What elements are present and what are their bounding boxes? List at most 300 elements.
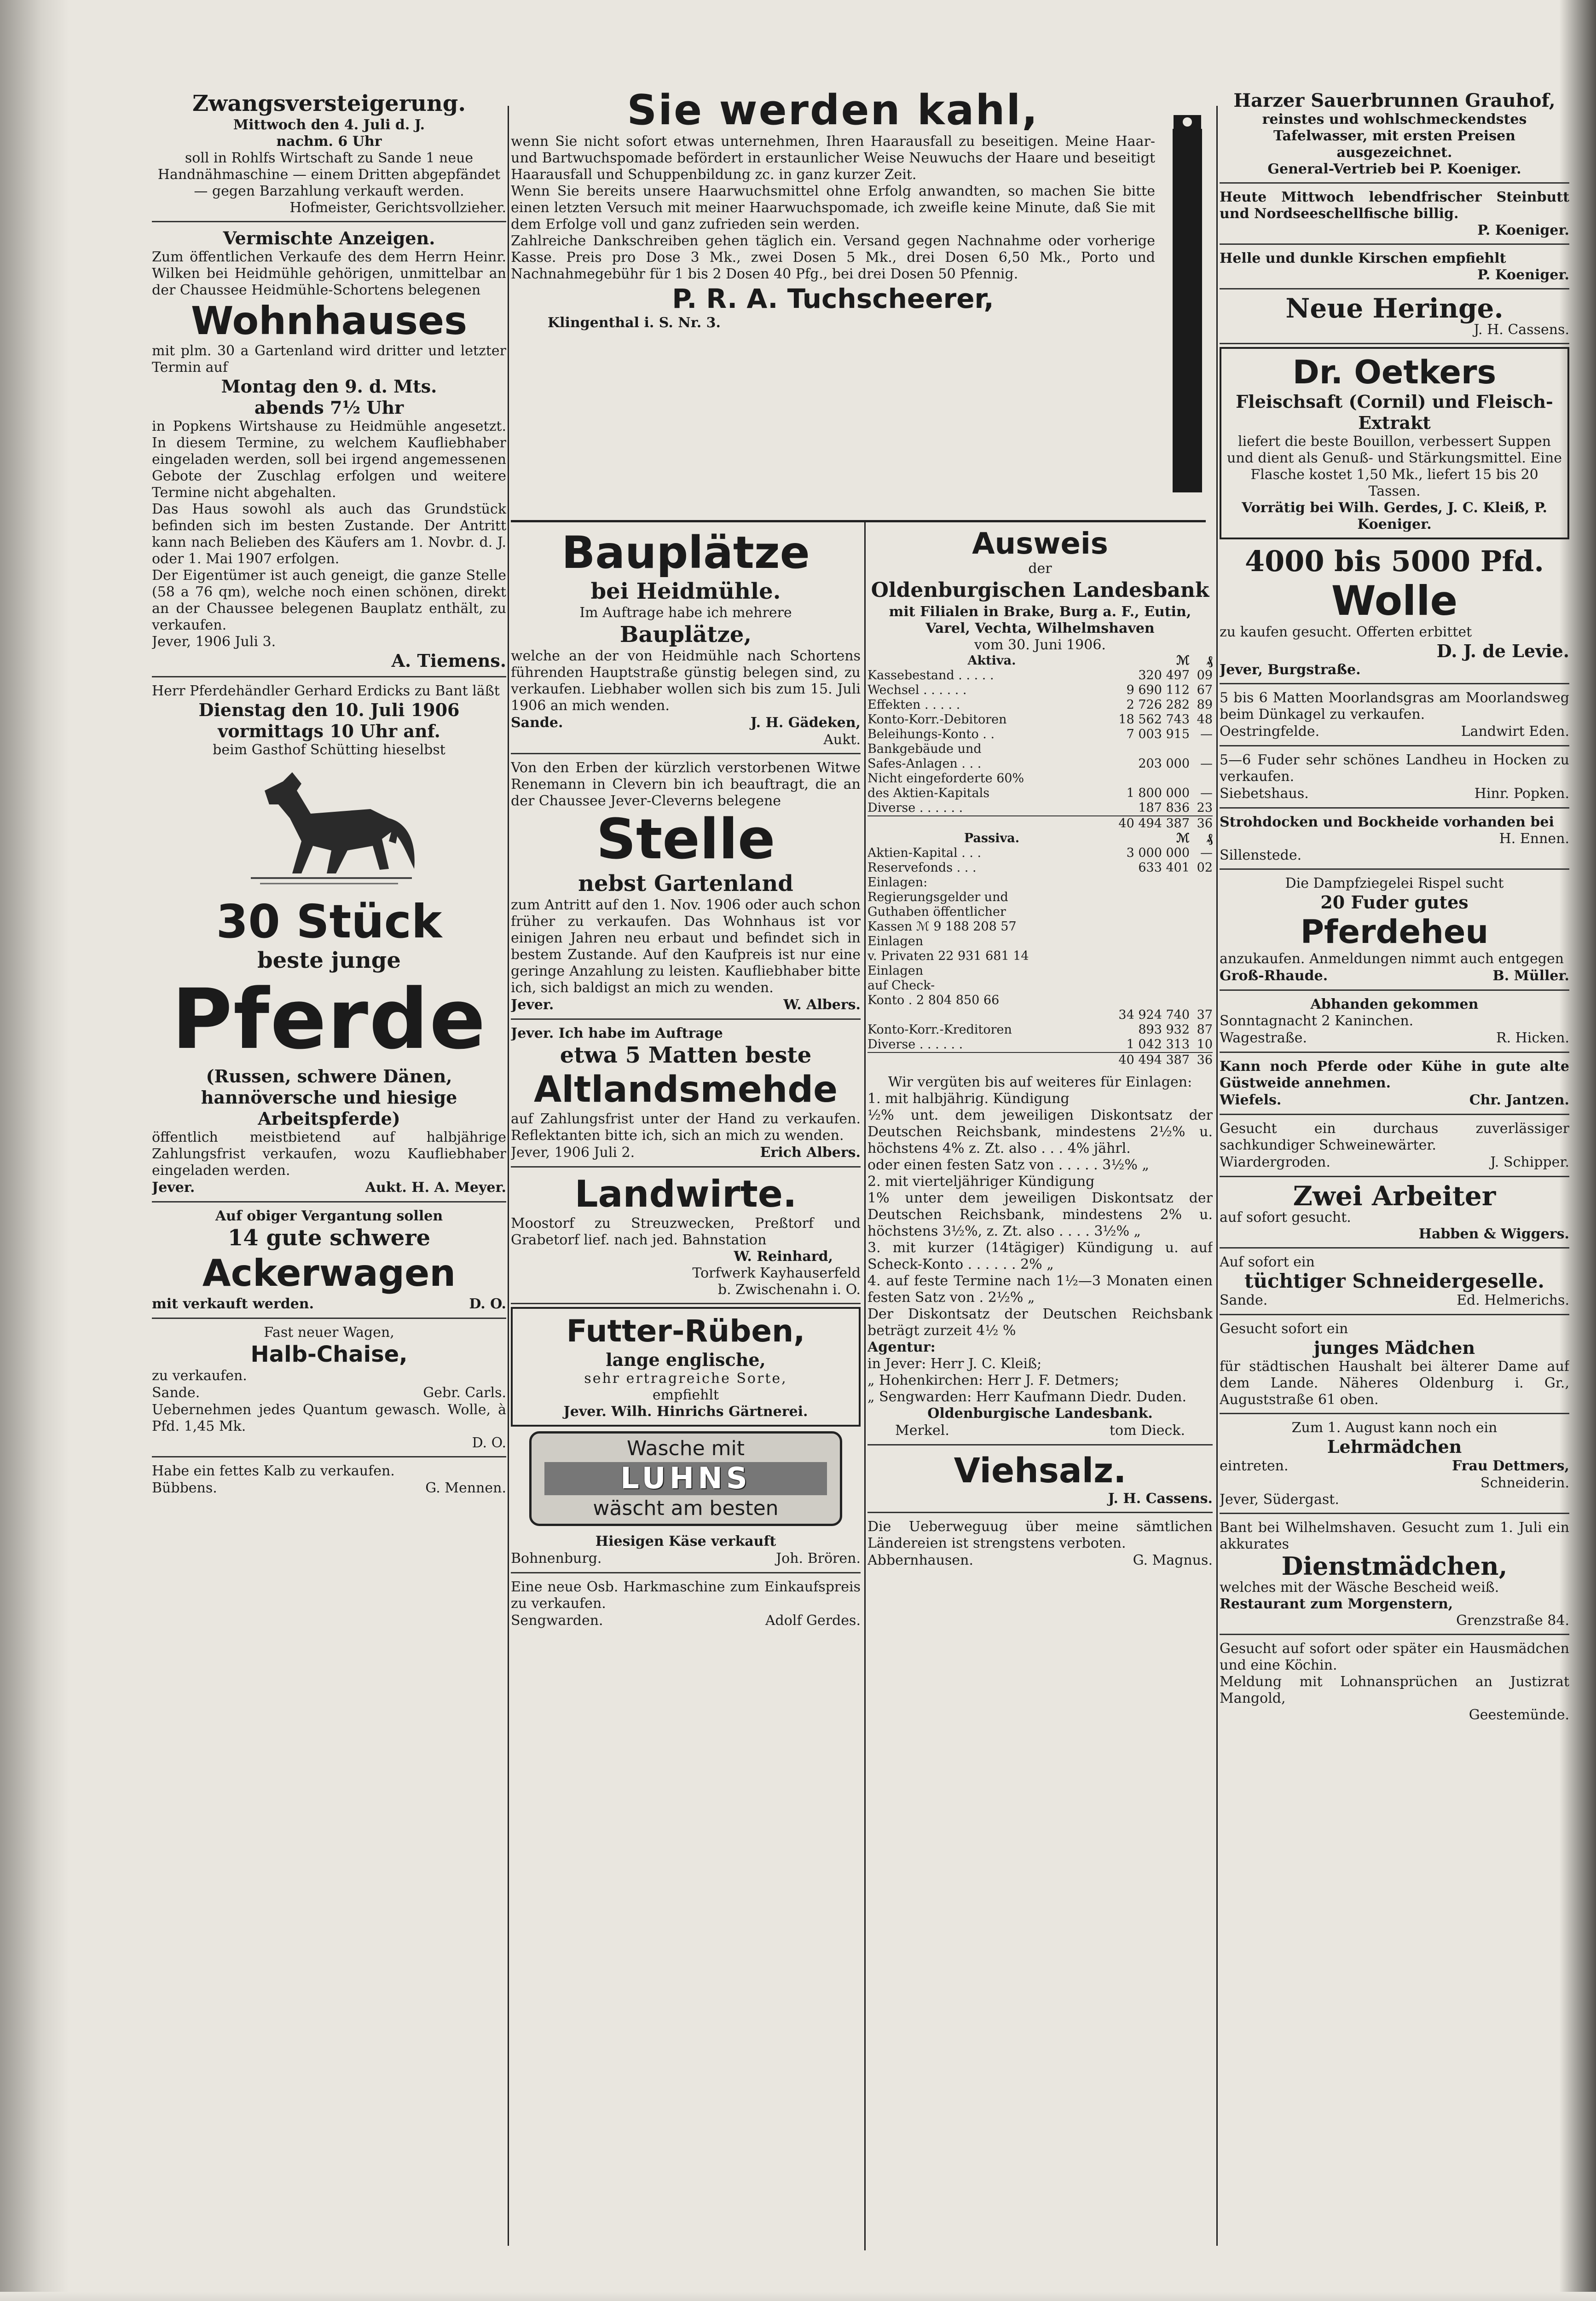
page-bottom-edge [0, 2292, 1596, 2301]
row-value [1098, 993, 1190, 1008]
ad-adjective: beste junge [257, 948, 401, 973]
sig-right: R. Hicken. [1496, 1030, 1569, 1046]
ad-signature: H. Ennen. [1499, 831, 1569, 847]
sig-right: J. H. Gädeken, [750, 715, 861, 731]
ad-amount: 4000 bis 5000 Pfd. [1245, 544, 1544, 578]
ad-text: eintreten. [1220, 1458, 1289, 1474]
ad-intro: Bant bei Wilhelmshaven. Gesucht zum 1. Juli ein akkurates [1220, 1520, 1569, 1552]
row-pf: — [1200, 757, 1213, 771]
ad-title: Neue Heringe. [1285, 293, 1503, 324]
statement-date: vom 30. Juni 1906. [974, 637, 1106, 653]
row-label: Einlagen [867, 934, 924, 948]
ad-intro: Im Auftrage habe ich mehrere [579, 605, 792, 621]
table-row [867, 934, 1213, 949]
sig-left: Wiefels. [1220, 1092, 1282, 1108]
currency-mark: ℳ [1176, 653, 1190, 668]
row-pf: — [1200, 786, 1213, 800]
bank-branches: mit Filialen in Brake, Burg a. F., Eutin, Varel, Vechta, Wilhelmshaven [889, 604, 1191, 636]
ad-line: der [1028, 561, 1052, 577]
row-pf: 23 [1197, 801, 1213, 815]
ad-signature: Geestemünde. [1469, 1707, 1569, 1723]
row-label: auf Check- [867, 978, 935, 993]
ad-gustweide [1220, 1056, 1569, 1115]
ad-text: reinstes und wohlschmeckendstes Tafelwasser, mit ersten Preisen ausgezeichnet. [1262, 111, 1527, 161]
ad-schneidergeselle [1220, 1251, 1569, 1315]
ad-signature: Torfwerk Kayhauserfeld [692, 1265, 861, 1281]
table-row [867, 846, 1213, 861]
ad-bauplaetze [511, 525, 861, 754]
ad-place: Sillenstede. [1220, 847, 1302, 863]
row-label: v. Privaten 22 931 681 14 [867, 949, 1029, 963]
row-value [1098, 875, 1190, 890]
table-row [867, 757, 1213, 771]
ad-harzer-sauerbrunnen [1220, 87, 1569, 184]
ad-text: Sonntagnacht 2 Kaninchen. [1220, 1013, 1414, 1029]
ad-wolle [1220, 542, 1569, 684]
table-row [867, 1023, 1213, 1037]
row-value: 187 836 [1138, 801, 1190, 815]
row-label: Nicht eingeforderte 60% [867, 771, 1024, 786]
sig-left: Wagestraße. [1220, 1030, 1307, 1046]
ad-place: Jever, Burgstraße. [1220, 662, 1361, 678]
passiva-label: Passiva. [964, 831, 1020, 845]
ad-signature: W. Reinhard, [734, 1249, 833, 1265]
ad-dienstmaedchen [1220, 1517, 1569, 1635]
row-pf [1190, 978, 1213, 993]
ad-subtitle: bei Heidmühle. [590, 578, 781, 604]
ad-text: Habe ein fettes Kalb zu verkaufen. [152, 1463, 395, 1479]
currency-mark: ℳ [1176, 831, 1190, 845]
ad-text: öffentlich meistbietend auf halbjährige Zahlungsfrist verkaufen, wozu Kaufliebhaber eingeladen werden. [152, 1129, 506, 1179]
column-3 [867, 525, 1213, 2260]
list-item: 1. mit halbjährig. Kündigung [867, 1091, 1070, 1107]
aktiva-label: Aktiva. [967, 653, 1016, 668]
ad-text: Heute Mittwoch lebendfrischer Steinbutt und Nordseeschellfische billig. [1220, 189, 1569, 222]
table-row [867, 978, 1213, 993]
ad-line: wäscht am besten [593, 1497, 779, 1520]
list-item: ½% unt. dem jeweiligen Diskontsatz der Deutschen Reichsbank, mindestens 2½% u. höchstens 4% z. Zt. also . . . 4% jährl. [867, 1107, 1213, 1156]
ad-kaninchen [1220, 994, 1569, 1053]
ad-wohnhaus [152, 225, 506, 677]
sig-left: Jever. [511, 997, 554, 1013]
table-header [867, 653, 1213, 668]
ad-time: vormittags 10 Uhr anf. [218, 721, 440, 741]
table-total-row [867, 1052, 1213, 1068]
row-pf: 02 [1197, 861, 1213, 875]
ad-signature-row [1220, 967, 1569, 985]
rates-list [867, 1091, 1213, 1339]
column-2-lower [511, 525, 861, 2260]
bank-name: Oldenburgischen Landesbank [871, 578, 1209, 602]
ad-intro: Herr Pferdehändler Gerhard Erdicks zu Bant läßt [152, 683, 500, 699]
list-item: oder einen festen Satz von . . . . . 3½% „ [867, 1157, 1149, 1173]
row-pf [1190, 890, 1213, 905]
ad-address: Klingenthal i. S. Nr. 3. [548, 315, 721, 331]
row-label: Diverse . . . . . . [867, 801, 963, 815]
currency-mark: ₰ [1206, 653, 1213, 668]
row-label: Safes-Anlagen . . . [867, 757, 982, 771]
table-row [867, 964, 1213, 978]
brand-name: LUHNS [544, 1462, 827, 1495]
ad-pferde [152, 680, 506, 1203]
ad-title: Futter-Rüben, [566, 1313, 805, 1349]
ad-title: Ackerwagen [202, 1252, 456, 1295]
ad-text: liefert die beste Bouillon, verbessert Suppen und dient als Genuß- und Stärkungsmittel. Eine Flasche kostet 1,50 Mk., liefert 15 bis 20 Tassen. [1226, 434, 1562, 499]
ad-stelle [511, 757, 861, 1020]
horse-illustration [232, 763, 426, 892]
row-pf [1190, 993, 1213, 1008]
row-pf: 37 [1197, 1008, 1213, 1022]
sig-right: Hinr. Popken. [1474, 786, 1569, 802]
ad-breeds: (Russen, schwere Dänen, hannöversche und hiesige Arbeitspferde) [201, 1066, 457, 1129]
table-row [867, 993, 1213, 1008]
sig-left: Jever. [152, 1179, 195, 1196]
ad-title: etwa 5 Matten beste [560, 1042, 812, 1068]
total-value: 40 494 387 [1118, 1053, 1190, 1067]
column-2 [511, 87, 1206, 522]
row-pf: 09 [1197, 668, 1213, 682]
ad-title: Harzer Sauerbrunnen Grauhof, [1233, 90, 1556, 111]
ad-text: Helle und dunkle Kirschen empfiehlt [1220, 250, 1506, 266]
row-value: 18 562 743 [1118, 712, 1190, 727]
ad-text: Hiesigen Käse verkauft [595, 1533, 776, 1549]
row-value [1098, 771, 1190, 786]
row-label: Beleihungs-Konto . . [867, 727, 995, 741]
ad-signature-row [511, 714, 861, 732]
ad-text: welche an der von Heidmühle nach Schortens führenden Hauptstraße günstig belegen sind, zu verkaufen. Liebhaber wollen sich bis zum 15. Juli 1906 an mich wenden. [511, 648, 861, 714]
ad-signature: Habben & Wiggers. [1418, 1226, 1569, 1242]
sig-left: Sande. [152, 1385, 200, 1401]
ad-text: soll in Rohlfs Wirtschaft zu Sande 1 neue Handnähmaschine — einem Dritten abgepfändet — gegen Barzahlung verkauft werden. [157, 150, 501, 199]
ad-title: Landwirte. [574, 1173, 797, 1215]
ad-signature-row [152, 1179, 506, 1197]
ad-signature: D. J. de Levie. [1436, 641, 1569, 661]
ad-schweinewaerter [1220, 1118, 1569, 1177]
row-label: Bankgebäude und [867, 742, 982, 756]
row-label: Diverse . . . . . . [867, 1037, 963, 1052]
sig-left: Wiardergroden. [1220, 1154, 1330, 1170]
ad-signature: General-Vertrieb bei P. Koeniger. [1267, 161, 1521, 177]
row-value: 203 000 [1138, 757, 1190, 771]
sig-right: Landwirt Eden. [1461, 723, 1569, 740]
ad-signature-row [511, 1612, 861, 1630]
table-row [867, 890, 1213, 905]
list-item: in Jever: Herr J. C. Kleiß; [867, 1356, 1042, 1372]
sig-left: Bohnenburg. [511, 1550, 602, 1567]
ad-subtitle: Fleischsaft (Cornil) und Fleisch-Extrakt [1236, 391, 1553, 433]
ad-ueberweguug [867, 1516, 1213, 1574]
sig-left: Oestringfelde. [1220, 723, 1320, 740]
row-value: 9 690 112 [1126, 683, 1190, 697]
row-label: des Aktien-Kapitals [867, 786, 990, 800]
row-pf [1190, 919, 1213, 934]
sig-right: W. Albers. [783, 997, 861, 1013]
ad-luhns [529, 1431, 842, 1526]
ad-count: 30 Stück [216, 895, 442, 948]
sig-left: Merkel. [895, 1422, 949, 1439]
row-pf [1190, 875, 1213, 890]
ad-date: Dienstag den 10. Juli 1906 [198, 700, 460, 720]
list-item: Der Diskontsatz der Deutschen Reichsbank beträgt zurzeit 4½ % [867, 1306, 1213, 1339]
ad-intro: Fast neuer Wagen, [264, 1324, 394, 1341]
ad-subtitle: nebst Gartenland [578, 871, 793, 896]
row-value [1098, 934, 1190, 949]
ad-text: in Popkens Wirtshause zu Heidmühle angesetzt. In diesem Termine, zu welchem Kaufliebhaber eingeladen werden, soll bei irgend angemessenen Gebote der Zuschlag erfolgen und weitere Termine nicht abgehalten. [152, 418, 506, 501]
ad-signature: Schneiderin. [1480, 1475, 1569, 1491]
ad-signature-row [511, 996, 861, 1014]
section-heading: Vermischte Anzeigen. [223, 228, 435, 249]
ad-text: auf sofort gesucht. [1220, 1209, 1351, 1226]
ad-title: Wohnhauses [191, 298, 468, 343]
ad-text: Kann noch Pferde oder Kühe in gute alte Güstweide annehmen. [1220, 1058, 1569, 1091]
ad-signature: b. Zwischenahn i. O. [717, 1282, 861, 1298]
ad-heringe [1220, 292, 1569, 344]
row-pf [1190, 771, 1213, 786]
column-4 [1220, 87, 1569, 2260]
ad-koechin [1220, 1638, 1569, 1728]
table-total-row [867, 815, 1213, 831]
table-row [867, 712, 1213, 727]
ad-intro: Zum öffentlichen Verkaufe des dem Herrn Heinr. Wilken bei Heidmühle gehörigen, unmittelbar an der Chaussee Heidmühle-Schortens belegenen [152, 249, 506, 298]
row-pf [1190, 964, 1213, 978]
ad-signature: Restaurant zum Morgenstern, [1220, 1596, 1453, 1612]
ad-text: auf Zahlungsfrist unter der Hand zu verkaufen. Reflektanten bitte ich, sich an mich zu wenden. [511, 1111, 861, 1144]
sig-right: B. Müller. [1492, 968, 1569, 984]
ad-text: 5 bis 6 Matten Moorlandsgras am Moorlandsweg beim Dünkagel zu verkaufen. [1220, 690, 1569, 723]
sig-left: Groß-Rhaude. [1220, 968, 1328, 984]
row-value [1098, 742, 1190, 757]
row-pf: — [1200, 727, 1213, 741]
sig-right: tom Dieck. [1109, 1422, 1185, 1439]
ad-place: Jever, 1906 Juli 3. [152, 634, 276, 650]
list-item: „ Hohenkirchen: Herr J. F. Detmers; [867, 1372, 1119, 1388]
ad-ackerwagen [152, 1205, 506, 1319]
ad-text: Zahlreiche Dankschreiben gehen täglich ein. Versand gegen Nachnahme oder vorherige Kasse. Preis pro Dose 3 Mk., zwei Dosen 5 Mk., drei Dosen 6,50 Mk., Porto und Nachnahmegebühr für 1 bis 2 Dosen 40 Pfg., bei drei Dosen 50 Pfennig. [511, 233, 1155, 282]
table-row [867, 786, 1213, 801]
ad-title: Pferdeheu [1300, 913, 1489, 951]
ad-futter-rueben [511, 1307, 861, 1427]
ad-signature: Grenzstraße 84. [1456, 1613, 1569, 1629]
total-pf: 36 [1197, 816, 1213, 831]
ad-intro: Auf sofort ein [1220, 1254, 1315, 1270]
row-label: Guthaben öffentlicher [867, 905, 1006, 919]
row-label: Effekten . . . . . [867, 698, 960, 712]
ad-title: Sie werden kahl, [627, 87, 1039, 134]
ad-count: 14 gute schwere [227, 1225, 431, 1251]
row-value [1098, 978, 1190, 993]
ad-intro: Gesucht sofort ein [1220, 1321, 1348, 1337]
ad-viehsalz [867, 1448, 1213, 1513]
ad-time: nachm. 6 Uhr [276, 133, 382, 150]
ad-line: empfiehlt [652, 1387, 719, 1403]
table-row [867, 1008, 1213, 1023]
ad-intro: Von den Erben der kürzlich verstorbenen Witwe Renemann in Clevern bin ich beauftragt, die an der Chaussee Jever-Cleverns belegene [511, 760, 861, 809]
ad-signature: Oldenburgische Landesbank. [927, 1405, 1153, 1422]
ad-count: 20 Fuder gutes [1320, 892, 1469, 913]
ad-line: lange englische, [606, 1349, 766, 1370]
table-row [867, 949, 1213, 964]
passiva-table [867, 846, 1213, 1052]
ad-signature-row [152, 1384, 506, 1402]
list-item: 4. auf feste Termine nach 1½—3 Monaten einen festen Satz von . 2½% „ [867, 1273, 1213, 1306]
ad-steinbutt [1220, 186, 1569, 245]
ad-signature: D. O. [472, 1435, 506, 1451]
table-row [867, 861, 1213, 875]
row-value [1098, 905, 1190, 919]
ad-text: zum Antritt auf den 1. Nov. 1906 oder auch schon früher zu verkaufen. Das Wohnhaus ist vor einigen Jahren neu erbaut und befindet sich in bestem Zustande. Auf den Kaufpreis ist nur eine geringe Anzahlung zu leisten. Kaufliebhaber bitte ich, sich baldigst an mich zu wenden. [511, 897, 861, 996]
ad-pferdeheu [1220, 873, 1569, 991]
ad-signature: J. H. Cassens. [1474, 322, 1569, 338]
ad-title: Pferde [171, 971, 486, 1068]
ad-strohdocken [1220, 811, 1569, 870]
ad-place: Jever, Südergast. [1220, 1492, 1339, 1508]
row-label: Einlagen: [867, 875, 928, 890]
sig-right: Gebr. Carls. [423, 1385, 506, 1401]
table-row [867, 919, 1213, 934]
table-row [867, 875, 1213, 890]
ad-line: sehr ertragreiche Sorte, [584, 1370, 787, 1387]
rates-intro: Wir vergüten bis auf weiteres für Einlagen: [888, 1074, 1192, 1090]
row-pf: 87 [1197, 1023, 1213, 1037]
ad-signature-row [152, 1295, 506, 1313]
ad-text: Strohdocken und Bockheide vorhanden bei [1220, 814, 1554, 830]
ad-signature: A. Tiemens. [391, 650, 506, 671]
sig-left: Jever, 1906 Juli 2. [511, 1145, 635, 1161]
ad-signature-row [1220, 723, 1569, 740]
ad-title: Wolle [1331, 577, 1458, 624]
ad-title: Ausweis [972, 527, 1108, 561]
sig-right: Joh. Brören. [776, 1550, 861, 1567]
ad-harkmaschine [511, 1576, 861, 1634]
table-row [867, 727, 1213, 742]
ad-kaese [511, 1531, 861, 1573]
aktiva-table [867, 668, 1213, 815]
ad-text: Der Eigentümer ist auch geneigt, die ganze Stelle (58 a 76 qm), welche noch einen schönen, direkt an der Chaussee belegenen Bauplatz enthält, zu verkaufen. [152, 567, 506, 633]
ad-lehrmaedchen [1220, 1417, 1569, 1514]
table-row [867, 771, 1213, 786]
sig-right: Frau Dettmers, [1451, 1458, 1569, 1474]
sig-right: Erich Albers. [760, 1145, 861, 1161]
ad-intro: Die Dampfziegelei Rispel sucht [1285, 875, 1504, 891]
ad-title: Halb-Chaise, [250, 1341, 408, 1367]
sig-right: J. Schipper. [1490, 1154, 1569, 1170]
ad-text: zu kaufen gesucht. Offerten erbittet [1220, 624, 1472, 640]
row-value: 320 497 [1138, 668, 1190, 682]
row-label: Konto . 2 804 850 66 [867, 993, 1000, 1007]
ad-text: mit verkauft werden. [152, 1296, 314, 1312]
ad-moorlandsgras [1220, 687, 1569, 746]
row-value [1098, 919, 1190, 934]
column-rule [508, 106, 509, 2246]
row-pf [1190, 949, 1213, 964]
row-value: 7 003 915 [1126, 727, 1190, 741]
row-label: Einlagen [867, 964, 924, 978]
list-item: 3. mit kurzer (14tägiger) Kündigung u. auf Scheck-Konto . . . . . . 2% „ [867, 1240, 1213, 1272]
column-1 [152, 87, 506, 2260]
row-value [1098, 949, 1190, 964]
ad-text: 5—6 Fuder sehr schönes Landheu in Hocken zu verkaufen. [1220, 752, 1569, 785]
total-pf: 36 [1197, 1053, 1213, 1067]
row-value: 633 401 [1138, 861, 1190, 875]
sig-left: Sande. [1220, 1292, 1268, 1308]
row-pf: 89 [1197, 698, 1213, 712]
sig-left: Sengwarden. [511, 1613, 603, 1629]
ad-signature: Hofmeister, Gerichtsvollzieher. [289, 200, 506, 216]
ad-signature-row [1220, 785, 1569, 803]
ad-title: Bauplätze [561, 527, 810, 578]
ad-text: zu verkaufen. [152, 1368, 247, 1384]
ad-time: abends 7½ Uhr [254, 397, 404, 418]
ad-oetker [1220, 347, 1569, 539]
ad-arbeiter [1220, 1180, 1569, 1249]
ad-text: Gesucht auf sofort oder später ein Hausmädchen und eine Köchin. [1220, 1641, 1569, 1673]
ad-signature-row [1220, 1092, 1569, 1109]
sig-left: Abbernhausen. [867, 1552, 974, 1568]
ad-signature-row [511, 1550, 861, 1567]
currency-mark: ₰ [1206, 831, 1213, 845]
ad-signature: P. Koeniger. [1477, 267, 1569, 283]
ad-signature: Vorrätig bei Wilh. Gerdes, J. C. Kleiß, P. Koeniger. [1242, 500, 1547, 532]
decorative-border-bar [1169, 110, 1206, 492]
row-label: Kassen ℳ 9 188 208 57 [867, 919, 1017, 934]
ad-text: Das Haus sowohl als auch das Grundstück befinden sich im besten Zustande. Der Antritt kann nach Belieben des Käufers am 1. Novbr. d. J. oder 1. Mai 1907 erfolgen. [152, 501, 506, 567]
ad-date: Mittwoch den 4. Juli d. J. [233, 117, 425, 133]
list-item: 2. mit vierteljähriger Kündigung [867, 1174, 1095, 1190]
ad-title: Dr. Oetkers [1292, 353, 1497, 391]
sig-right: D. O. [469, 1296, 506, 1312]
row-value: 893 932 [1138, 1023, 1190, 1037]
ad-title: Viehsalz. [954, 1451, 1127, 1491]
agents-list [867, 1356, 1213, 1405]
row-pf: — [1200, 846, 1213, 860]
sig-left: Bübbens. [152, 1480, 217, 1496]
ad-title: Zwei Arbeiter [1293, 1180, 1496, 1212]
ad-text: Wenn Sie bereits unsere Haarwuchsmittel ohne Erfolg anwandten, so machen Sie bitte einen letzten Versuch mit meiner Haarwuchspomade, ich zweifle keine Minute, daß Sie mit dem Erfolge voll und ganz zufrieden sein werden. [511, 183, 1155, 232]
row-pf: 48 [1197, 712, 1213, 727]
ad-signature-row [1220, 1154, 1569, 1171]
ad-signature-row [1220, 1029, 1569, 1047]
list-item: 1% unter dem jeweiligen Diskontsatz der Deutschen Reichsbank, mindestens 2% u. höchstens 3½%, z. Zt. also . . . . 3½% „ [867, 1190, 1213, 1239]
ad-text: Meldung mit Lohnansprüchen an Justizrat Mangold, [1220, 1674, 1569, 1706]
row-pf: 67 [1197, 683, 1213, 697]
ad-landheu [1220, 749, 1569, 809]
ad-junges-maedchen [1220, 1318, 1569, 1414]
sig-right: G. Magnus. [1133, 1552, 1213, 1568]
ad-signature-row [1220, 1292, 1569, 1309]
table-row [867, 698, 1213, 712]
ad-altlandsmehde [511, 1023, 861, 1168]
row-label: Regierungsgelder und [867, 890, 1008, 904]
ad-halb-chaise [152, 1322, 506, 1457]
sig-right: Ed. Helmerichs. [1457, 1292, 1569, 1308]
ad-signature-row [1220, 1457, 1569, 1475]
row-value [1098, 890, 1190, 905]
ad-signature: P. Koeniger. [1477, 222, 1569, 238]
column-rule [1216, 106, 1218, 2246]
ad-firm: P. R. A. Tuchscheerer, [672, 283, 994, 314]
row-value: 1 800 000 [1126, 786, 1190, 800]
ad-date: Montag den 9. d. Mts. [221, 376, 437, 397]
ad-zwangsversteigerung [152, 87, 506, 222]
ad-signature-row [867, 1422, 1213, 1440]
ad-text: mit plm. 30 a Gartenland wird dritter und letzter Termin auf [152, 343, 506, 376]
row-label: Konto-Korr.-Debitoren [867, 712, 1007, 727]
ad-text: Moostorf zu Streuzwecken, Preßtorf und Grabetorf lief. nach jed. Bahnstation [511, 1215, 861, 1248]
sig-right: Aukt. H. A. Meyer. [365, 1179, 506, 1196]
ad-signature: J. H. Cassens. [1108, 1491, 1213, 1507]
sig-right: Adolf Gerdes. [765, 1613, 861, 1629]
ad-title: Abhanden gekommen [1310, 996, 1479, 1012]
